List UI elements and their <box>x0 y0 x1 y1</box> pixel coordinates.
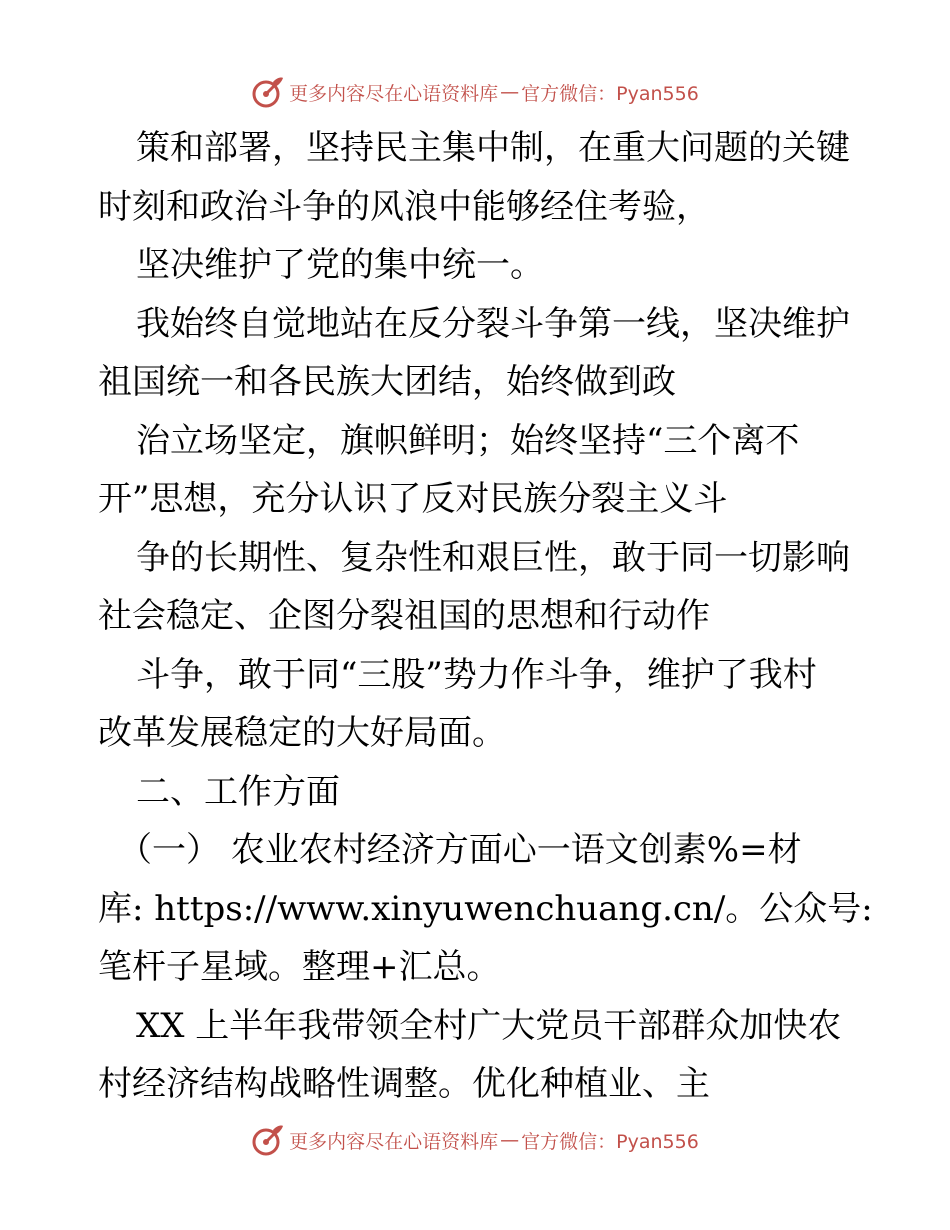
body-line: 笔杆子星域。整理+汇总。 <box>98 947 501 987</box>
banner-site-text: 更多内容尽在心语资料库 <box>289 82 499 105</box>
body-line: 争的长期性、复杂性和艰巨性，敢于同一切影响 <box>136 538 850 578</box>
quill-logo-icon <box>251 1123 285 1157</box>
body-line: 库: https://www.xinyuwenchuang.cn/。公众号: <box>98 889 873 929</box>
body-line: 斗争，敢于同“三股”势力作斗争，维护了我村 <box>136 655 817 695</box>
banner-site-text: 更多内容尽在心语资料库 <box>289 1130 499 1153</box>
body-line: 时刻和政治斗争的风浪中能够经住考验， <box>98 187 710 227</box>
body-line: 改革发展稳定的大好局面。 <box>98 713 506 753</box>
body-line: 开”思想，充分认识了反对民族分裂主义斗 <box>98 479 728 519</box>
section-heading: 二、工作方面 <box>136 772 340 812</box>
footer-banner <box>0 1120 950 1160</box>
subsection-heading: （一） 农业农村经济方面心一语文创素%=材 <box>118 830 802 870</box>
body-line: 祖国统一和各民族大团结，始终做到政 <box>98 362 676 402</box>
banner-separator: — <box>500 1129 520 1151</box>
body-line: 村经济结构战略性调整。优化种植业、主 <box>98 1064 710 1104</box>
body-line: 坚决维护了党的集中统一。 <box>136 245 544 285</box>
banner-contact-text: 官方微信：Pyan556 <box>521 1130 699 1153</box>
banner-separator: — <box>500 81 520 103</box>
body-line: 我始终自觉地站在反分裂斗争第一线，坚决维护 <box>136 304 850 344</box>
body-line: 策和部署，坚持民主集中制，在重大问题的关键 <box>136 128 850 168</box>
body-line: XX 上半年我带领全村广大党员干部群众加快农 <box>136 1006 842 1046</box>
body-line: 治立场坚定，旗帜鲜明；始终坚持“三个离不 <box>136 421 800 461</box>
body-line: 社会稳定、企图分裂祖国的思想和行动作 <box>98 596 710 636</box>
banner-contact-text: 官方微信：Pyan556 <box>521 82 699 105</box>
